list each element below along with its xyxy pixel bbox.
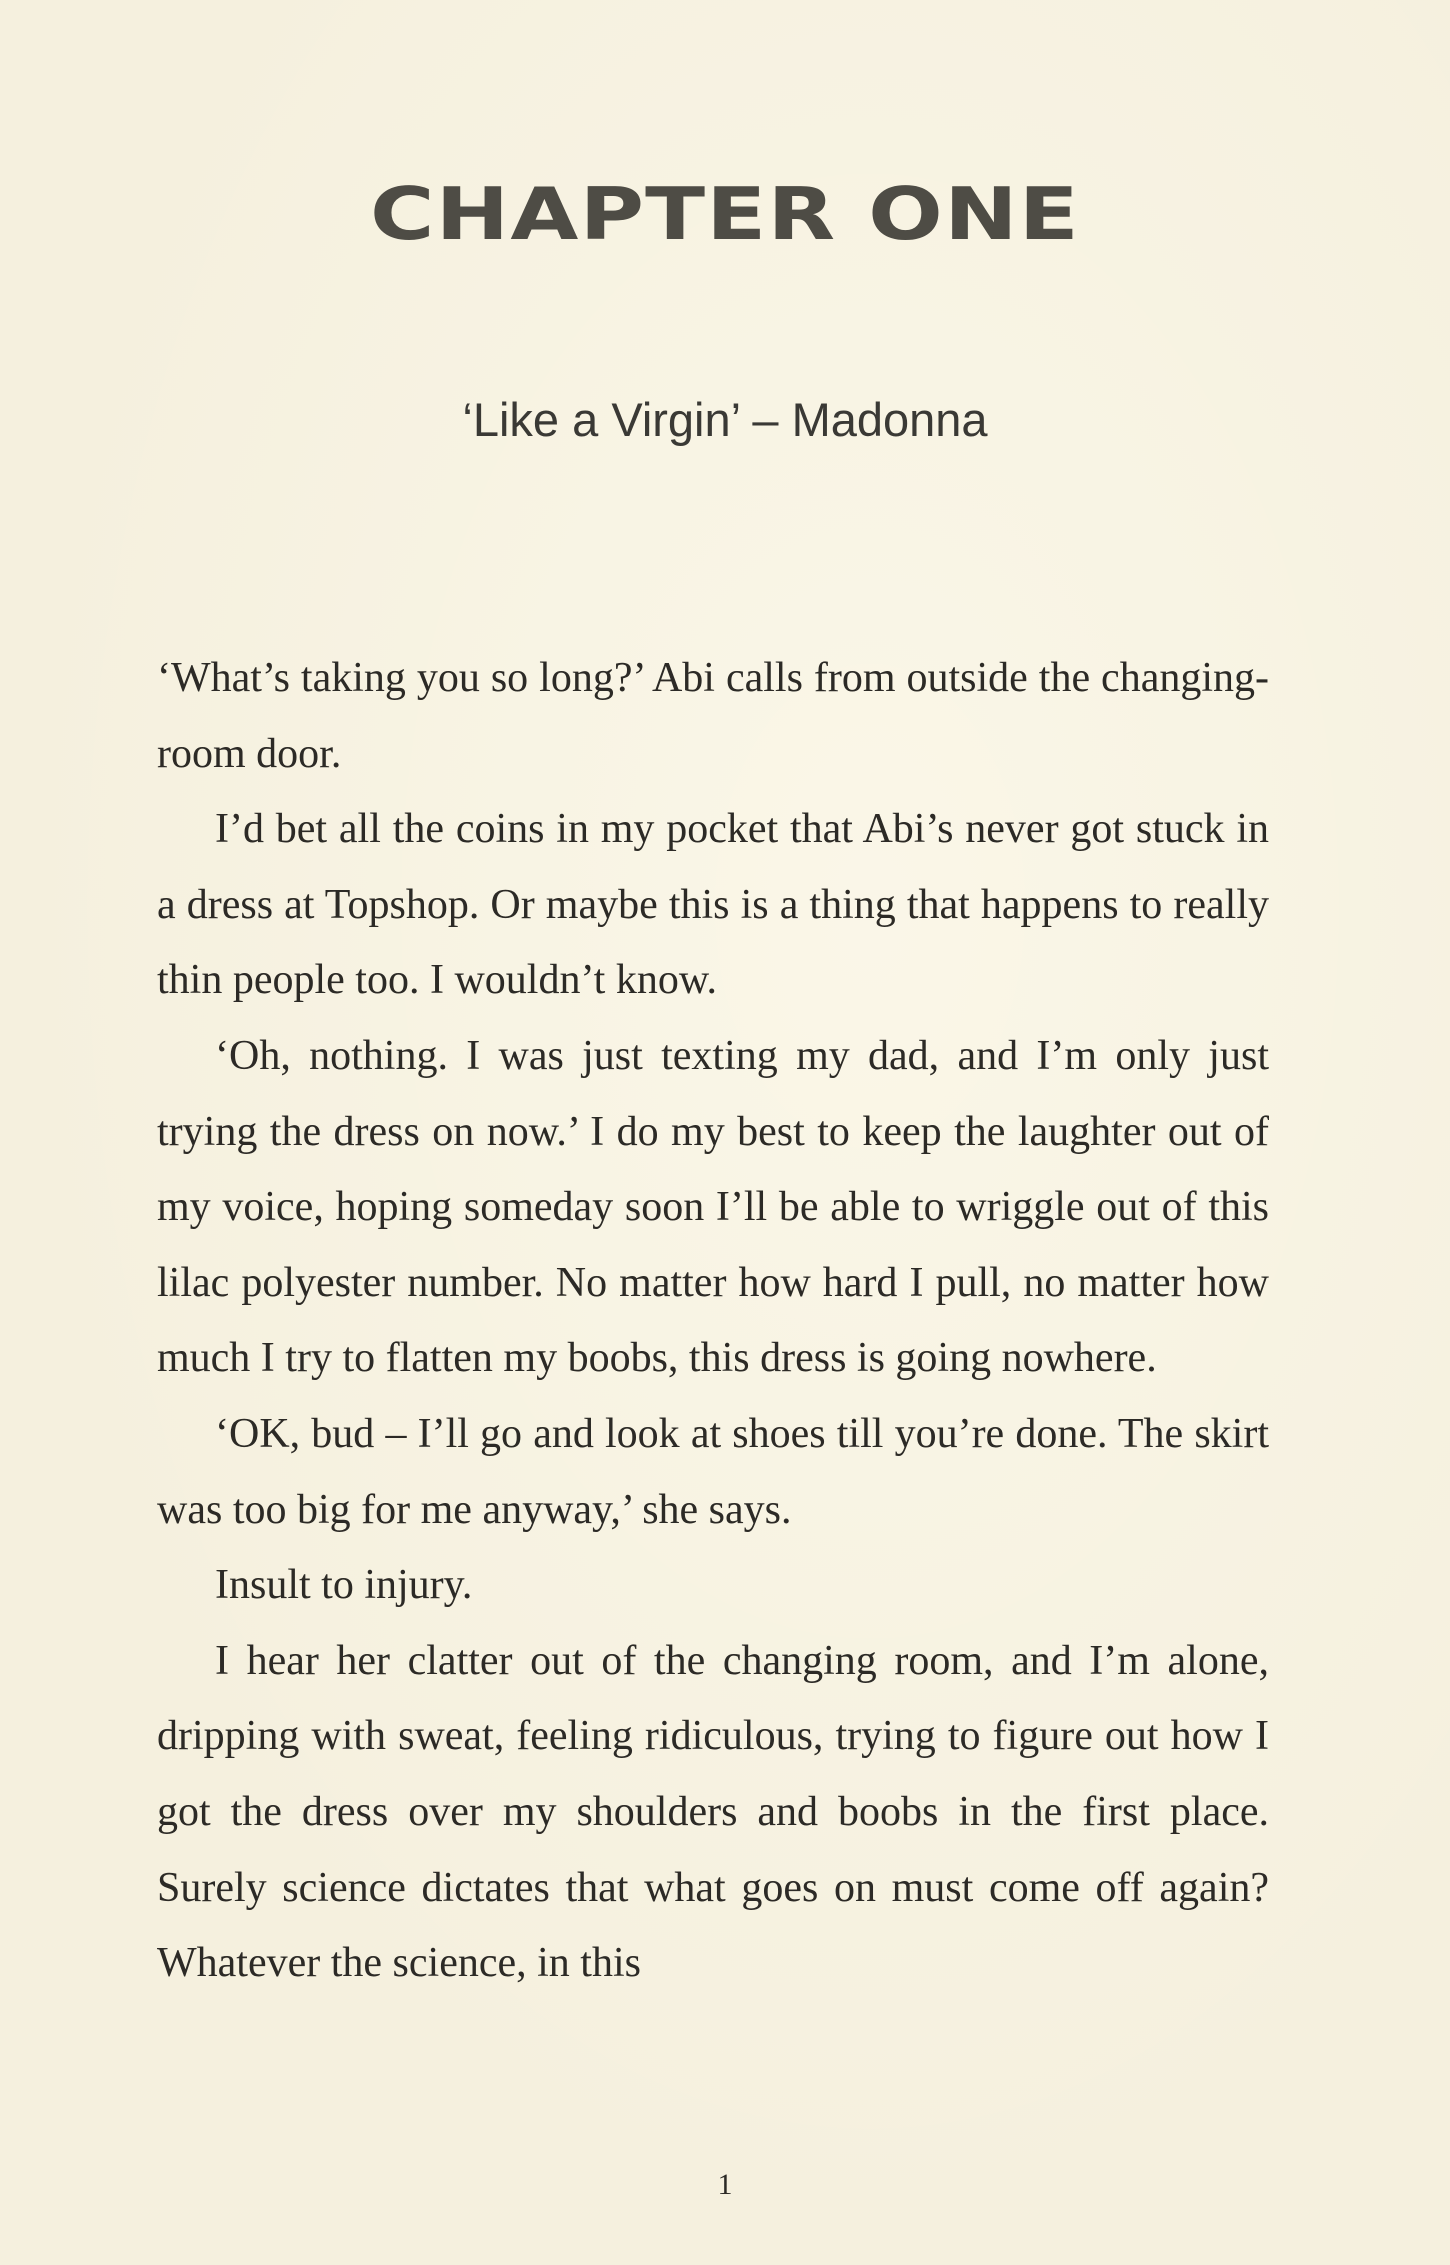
paragraph: I’d bet all the coins in my pocket that Abi’s never got stuck in a dress at Topshop. Or maybe this is a thing that happens to really thin people too. I wouldn’t know. — [157, 806, 1269, 1004]
chapter-title: CHAPTER ONE — [369, 172, 1081, 256]
paragraph: ‘Oh, nothing. I was just texting my dad, and I’m only just trying the dress on now.’ I do my best to keep the laughter out of my voice, hoping someday soon I’ll be able to wriggle out of this lilac polyester number. No matter how hard I pull, no matter how much I try to flatten my boobs, this dress is going nowhere. — [157, 1032, 1269, 1382]
page-number: 1 — [717, 2168, 733, 2201]
chapter-body — [157, 641, 1269, 2002]
chapter-epigraph: ‘Like a Virgin’ – Madonna — [462, 393, 988, 446]
paragraph: Insult to injury. — [215, 1562, 473, 1609]
paragraph: ‘What’s taking you so long?’ Abi calls from outside the changing-room door. — [157, 655, 1269, 777]
paragraph: I hear her clatter out of the changing room, and I’m alone, dripping with sweat, feeling ridiculous, trying to figure out how I got the dress over my shoulders and boobs in the first place. Surely science dictates that what goes on must come off again? Whatever the science, in this — [157, 1637, 1269, 1987]
paragraph: ‘OK, bud – I’ll go and look at shoes till you’re done. The skirt was too big for me anyway,’ she says. — [157, 1410, 1269, 1533]
